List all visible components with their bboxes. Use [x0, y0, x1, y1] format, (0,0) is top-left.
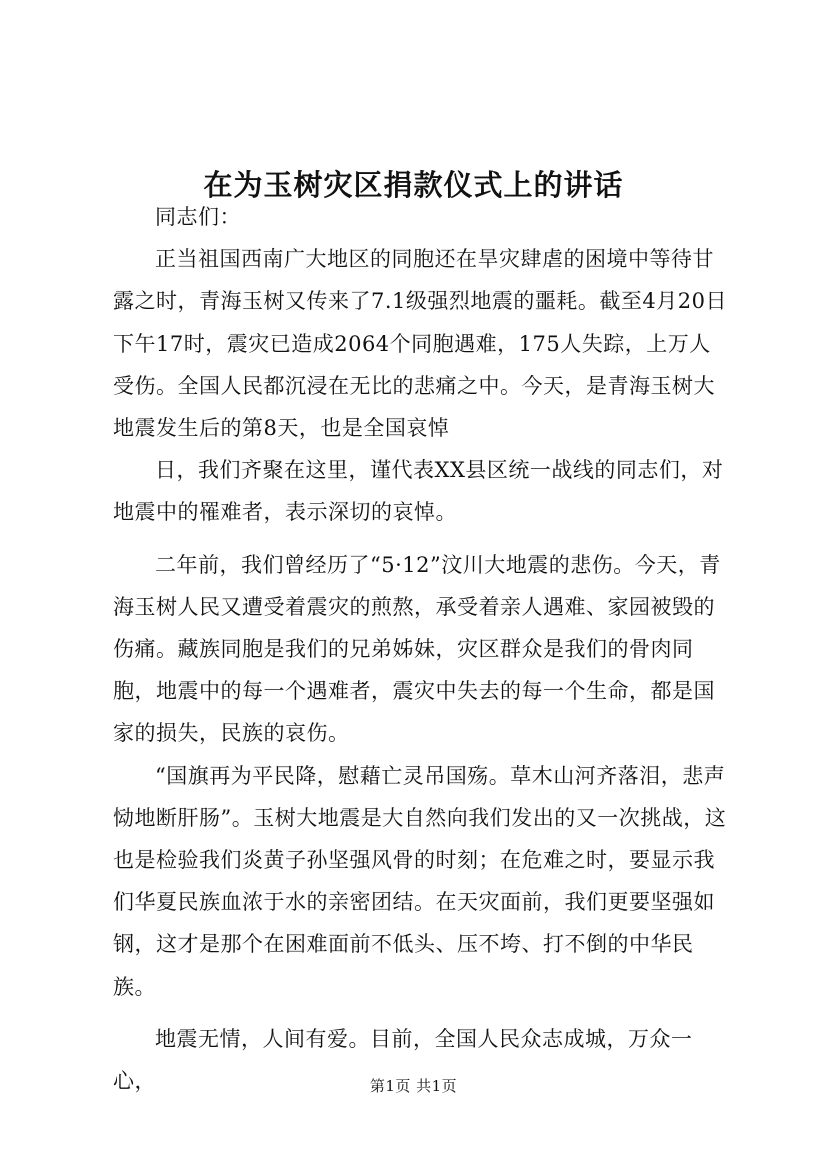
document-body [113, 196, 727, 1102]
salutation: 同志们： [155, 205, 241, 229]
paragraph-1: 正当祖国西南广大地区的同胞还在旱灾肆虐的困境中等待甘露之时，青海玉树又传来了7.1级强烈地震的噩耗。截至4月20日下午17时，震灾已造成2064个同胞遇难，175人失踪，上万人受伤。全国人民都沉浸在无比的悲痛之中。今天，是青海玉树大地震发生后的第8天，也是全国哀悼 [113, 247, 727, 441]
paragraph-3: 二年前，我们曾经历了“5·12”汶川大地震的悲伤。今天，青海玉树人民又遭受着震灾的煎熬，承受着亲人遇难、家园被毁的伤痛。藏族同胞是我们的兄弟姊妹，灾区群众是我们的骨肉同胞，地震中的每一个遇难者，震灾中失去的每一个生命，都是国家的损失，民族的哀伤。 [113, 552, 721, 746]
paragraph-spacer [113, 1008, 727, 1018]
page-footer: 第1页 共1页 [369, 1077, 458, 1095]
document-title: 在为玉树灾区捐款仪式上的讲话 [203, 168, 624, 203]
paragraph-4: “国旗再为平民降，慰藉亡灵吊国殇。草木山河齐落泪，悲声恸地断肝肠”。玉树大地震是大自然向我们发出的又一次挑战，这也是检验我们炎黄子孙坚强风骨的时刻；在危难之时，要显示我们华夏民族血浓于水的亲密团结。在天灾面前，我们更要坚强如钢，这才是那个在困难面前不低头、压不垮、打不倒的中华民族。 [113, 763, 727, 999]
paragraph-5: 地震无情，人间有爱。目前，全国人民众志成城，万众一心， [113, 1026, 693, 1094]
paragraph-spacer [113, 534, 727, 544]
paragraph-2: 日，我们齐聚在这里，谨代表XX县区统一战线的同志们，对地震中的罹难者，表示深切的哀悼。 [113, 458, 724, 525]
